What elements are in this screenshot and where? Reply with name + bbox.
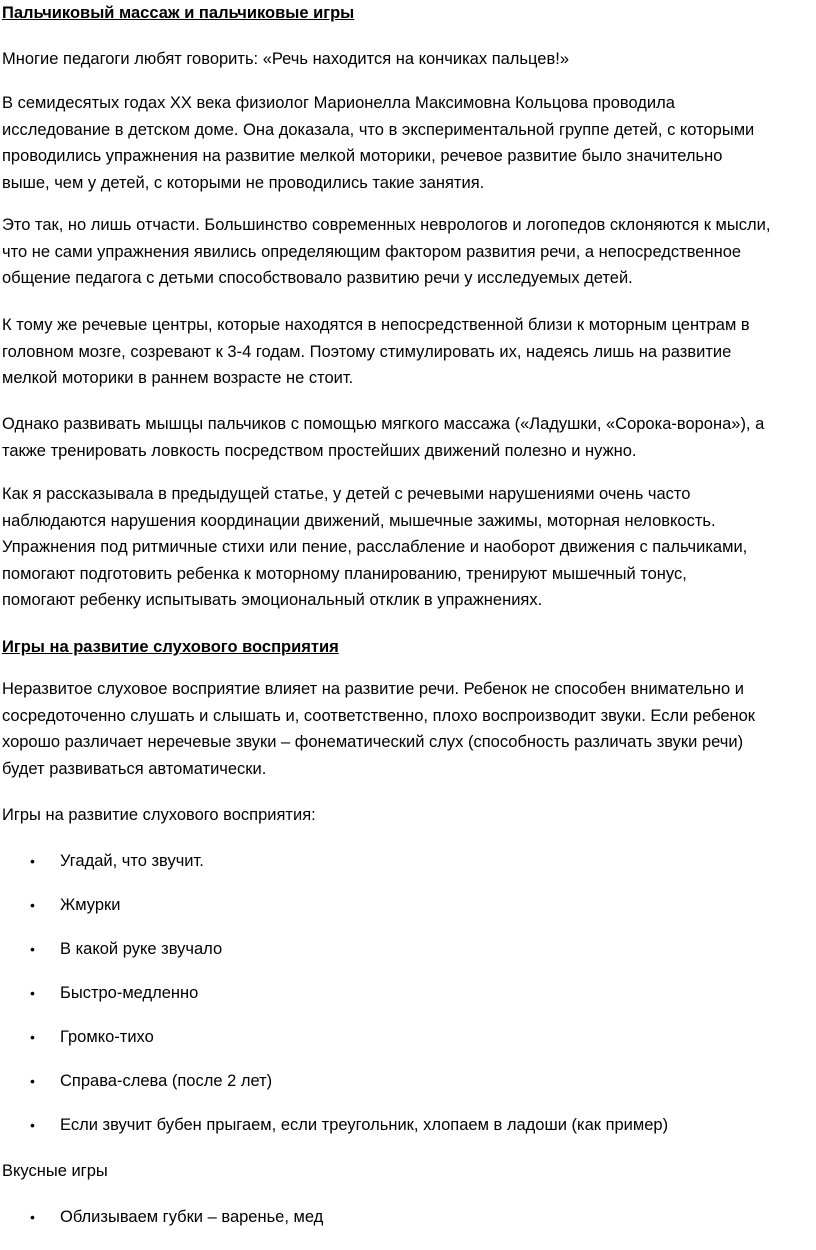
paragraph-tasty-games [2,1158,108,1185]
text-line: сосредоточенно слушать и слышать и, соответственно, плохо воспроизводит звуки. Если ребенок [2,706,756,725]
bullet-icon: • [30,897,35,913]
list-item-text: Если звучит бубен прыгаем, если треугольник, хлопаем в ладоши (как пример) [60,1116,669,1134]
list-item [0,936,810,980]
heading-auditory-games: Игры на развитие слухового восприятия [2,638,339,656]
list-item-text: Угадай, что звучит. [60,852,204,870]
auditory-games-list [0,848,810,1156]
paragraph-neurologists [2,212,770,292]
paragraph-auditory-perception [2,676,755,782]
text-line: Упражнения под ритмичные стихи или пение, расслабление и наоборот движения с пальчиками, [2,538,748,556]
list-item-text: Громко-тихо [60,1028,154,1046]
list-item-text: Жмурки [60,896,121,914]
text-line: Многие педагоги любят говорить: «Речь находится на кончиках пальцев!» [2,50,569,68]
bullet-icon: • [30,1117,35,1133]
list-item [0,892,810,936]
paragraph-games-intro [2,802,316,829]
text-line: будет развиваться автоматически. [2,759,267,778]
text-line: К тому же речевые центры, которые находятся в непосредственной близи к моторным центрам в [2,316,750,334]
text-line: головном мозге, созревают к 3-4 годам. Поэтому стимулировать их, надеясь лишь на развитие [2,342,732,361]
text-line: проводились упражнения на развитие мелкой моторики, речевое развитие было значительно [2,147,723,165]
text-line: мелкой моторики в раннем возрасте не стоит. [2,369,354,387]
paragraph-speech-disorders [2,481,747,614]
list-item [0,1024,810,1068]
text-line: Игры на развитие слухового восприятия: [2,806,316,824]
bullet-icon: • [30,1073,35,1089]
heading-finger-massage: Пальчиковый массаж и пальчиковые игры [2,4,355,22]
text-line: исследование в детском доме. Она доказала, что в экспериментальной группе детей, с которыми [2,120,755,139]
paragraph-massage [2,411,764,464]
bullet-icon: • [30,1029,35,1045]
paragraph-intro [2,46,569,73]
text-line: В семидесятых годах XX века физиолог Марионелла Максимовна Кольцова проводила [2,94,675,112]
list-item [0,1068,810,1112]
list-item-text: Справа-слева (после 2 лет) [60,1072,273,1090]
list-item [0,980,810,1024]
text-line: также тренировать ловкость посредством простейших движений полезно и нужно. [2,441,637,460]
text-line: Вкусные игры [2,1162,108,1180]
paragraph-koltsova [2,90,754,196]
list-item [0,848,810,892]
text-line: что не сами упражнения явились определяющим фактором развития речи, а непосредственное [2,242,742,261]
list-item-text: Облизываем губки – варенье, мед [60,1208,324,1226]
bullet-icon: • [30,941,35,957]
paragraph-speech-centers [2,312,750,392]
text-line: Как я рассказывала в предыдущей статье, у детей с речевыми нарушениями очень часто [2,485,691,503]
text-line: общение педагога с детьми способствовало развитию речи у исследуемых детей. [2,269,633,287]
bullet-icon: • [30,853,35,869]
tasty-games-list [0,1204,810,1230]
text-line: Неразвитое слуховое восприятие влияет на развитие речи. Ребенок не способен внимательно и [2,680,745,698]
text-line: Это так, но лишь отчасти. Большинство современных неврологов и логопедов склоняются к мысли, [2,216,771,234]
text-line: помогают подготовить ребенка к моторному планированию, тренируют мышечный тонус, [2,564,687,583]
list-item-text: Быстро-медленно [60,984,199,1002]
list-item [0,1112,810,1156]
list-item-text: В какой руке звучало [60,940,223,958]
text-line: наблюдаются нарушения координации движений, мышечные зажимы, моторная неловкость. [2,511,716,530]
bullet-icon: • [30,985,35,1001]
text-line: помогают ребенку испытывать эмоциональный отклик в упражнениях. [2,591,543,609]
text-line: хорошо различает неречевые звуки – фонематический слух (способность различать звуки речи) [2,733,744,751]
list-item [0,1204,810,1230]
bullet-icon: • [30,1209,35,1225]
text-line: Однако развивать мышцы пальчиков с помощью мягкого массажа («Ладушки, «Сорока-ворона»), а [2,415,765,433]
text-line: выше, чем у детей, с которыми не проводились такие занятия. [2,173,485,192]
